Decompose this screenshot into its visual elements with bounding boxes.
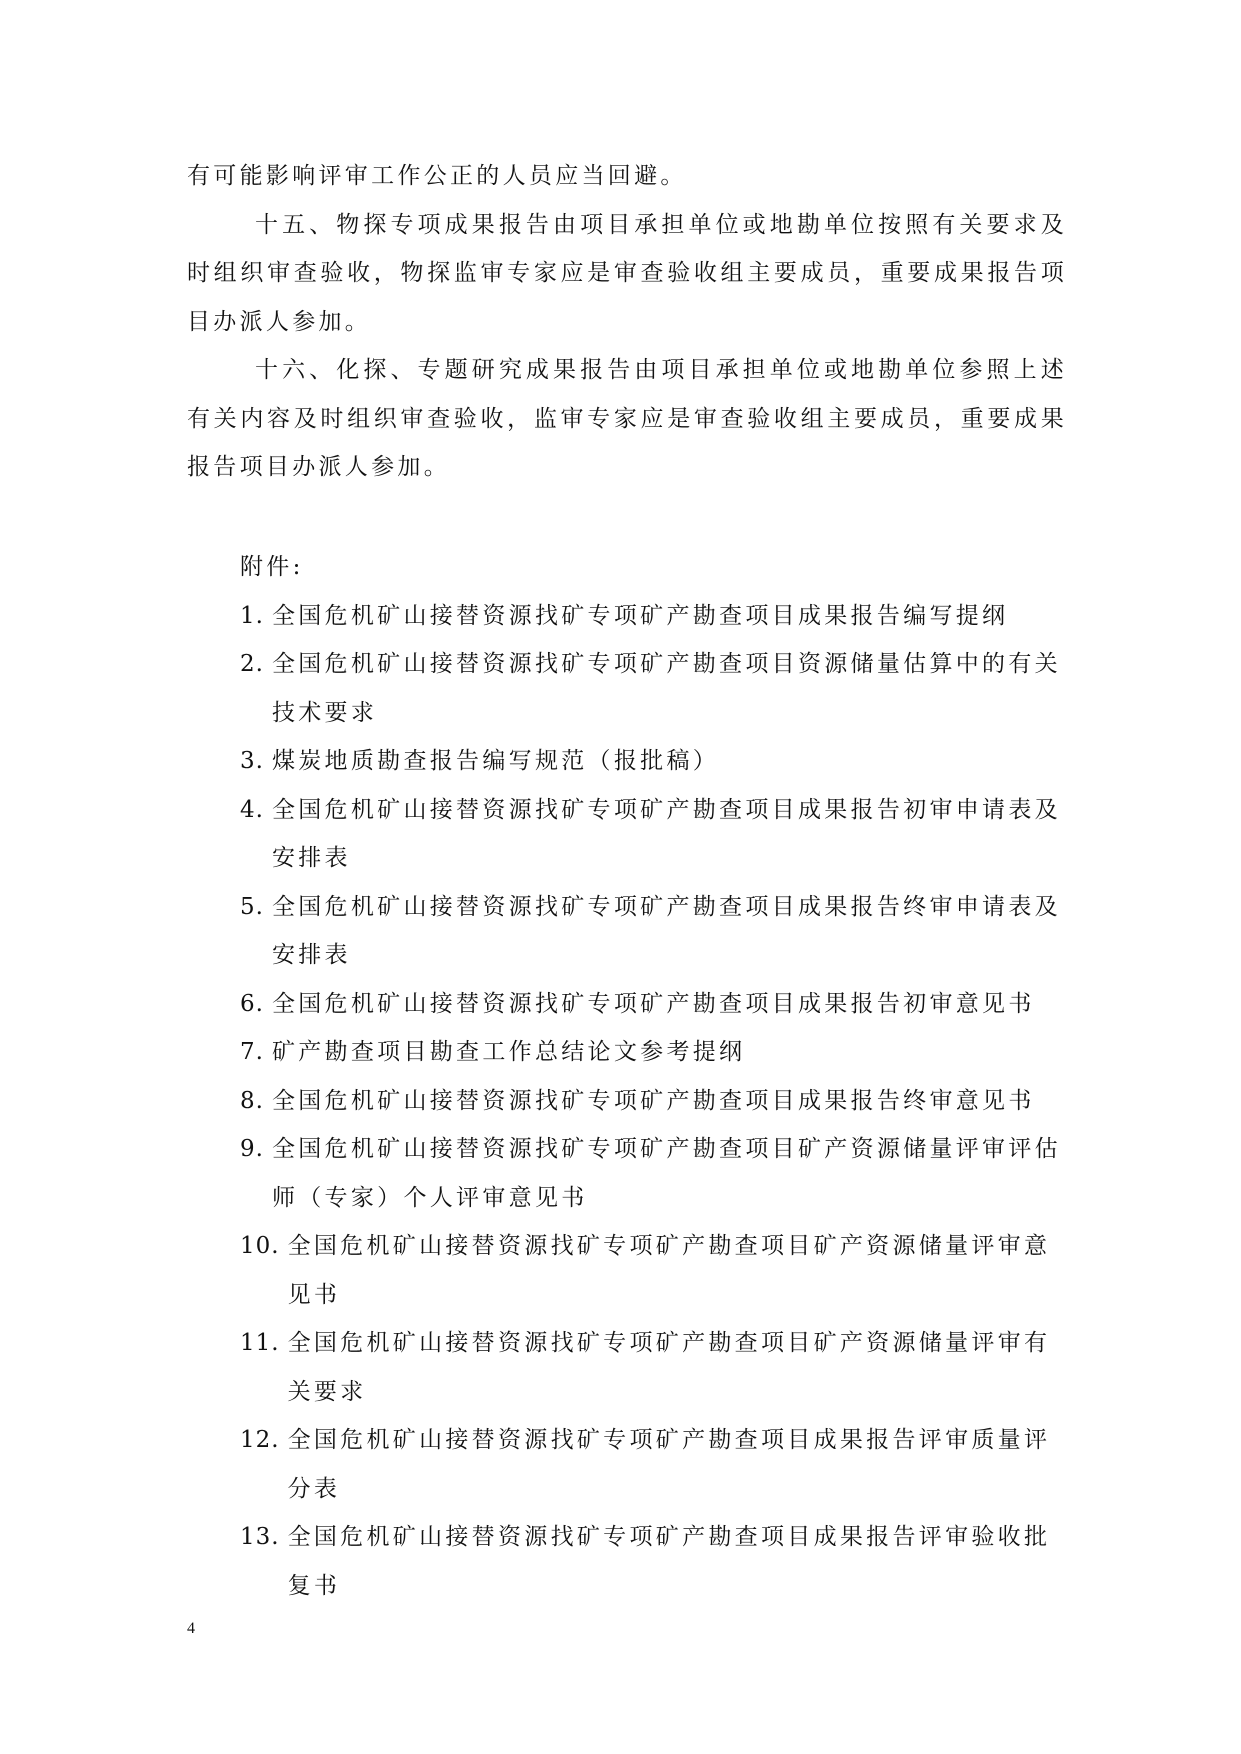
- attachment-item: [240, 980, 1070, 1029]
- attachment-item: [240, 1513, 1070, 1610]
- attachment-number: 13.: [240, 1524, 280, 1550]
- attachment-text: 全国危机矿山接替资源找矿专项矿产勘查项目成果报告终审意见书: [271, 1087, 1035, 1114]
- attachment-number: 2.: [240, 651, 264, 677]
- attachment-number: 3.: [240, 748, 264, 774]
- attachment-text: 矿产勘查项目勘查工作总结论文参考提纲: [271, 1039, 746, 1065]
- attachment-item: [240, 1222, 1070, 1319]
- attachment-number: 12.: [240, 1427, 280, 1453]
- paragraph-continuation: 有可能影响评审工作公正的人员应当回避。: [187, 163, 687, 189]
- attachment-number: 7.: [240, 1039, 264, 1065]
- paragraph-item-16: 十六、化探、专题研究成果报告由项目承担单位或地勘单位参照上述有关内容及时组织审查验收，监审专家应是审查验收组主要成员，重要成果报告项目办派人参加。: [187, 357, 1067, 480]
- attachment-number: 11.: [240, 1330, 280, 1356]
- attachment-item: [240, 592, 1070, 641]
- attachments-list: [240, 592, 1070, 1611]
- attachment-text: 全国危机矿山接替资源找矿专项矿产勘查项目成果报告编写提纲: [271, 602, 1009, 629]
- attachment-number: 9.: [240, 1136, 264, 1162]
- attachment-number: 10.: [240, 1233, 280, 1259]
- attachment-item: [240, 883, 1070, 980]
- attachment-number: 1.: [240, 602, 264, 629]
- attachment-text: 全国危机矿山接替资源找矿专项矿产勘查项目成果报告评审验收批复书: [287, 1524, 1051, 1599]
- attachment-text: 全国危机矿山接替资源找矿专项矿产勘查项目成果报告终审申请表及安排表: [271, 893, 1061, 968]
- attachment-text: 全国危机矿山接替资源找矿专项矿产勘查项目矿产资源储量评审有关要求: [287, 1330, 1051, 1405]
- attachment-item: [240, 1416, 1070, 1513]
- attachment-item: [240, 640, 1070, 737]
- attachment-item: [240, 737, 1070, 786]
- page-number: 4: [187, 1620, 195, 1637]
- attachment-text: 煤炭地质勘查报告编写规范（报批稿）: [271, 748, 720, 774]
- attachment-item: [240, 1077, 1070, 1126]
- attachment-text: 全国危机矿山接替资源找矿专项矿产勘查项目成果报告评审质量评分表: [287, 1427, 1051, 1502]
- attachment-number: 8.: [240, 1087, 264, 1114]
- attachment-number: 5.: [240, 893, 264, 920]
- paragraph-item-15: 十五、物探专项成果报告由项目承担单位或地勘单位按照有关要求及时组织审查验收，物探监审专家应是审查验收组主要成员，重要成果报告项目办派人参加。: [187, 211, 1067, 335]
- attachments-title: 附件:: [240, 554, 304, 580]
- attachment-text: 全国危机矿山接替资源找矿专项矿产勘查项目资源储量估算中的有关技术要求: [271, 651, 1061, 726]
- attachment-text: 全国危机矿山接替资源找矿专项矿产勘查项目矿产资源储量评审意见书: [287, 1233, 1051, 1308]
- body-text: [187, 152, 1067, 492]
- attachment-item: [240, 1125, 1070, 1222]
- attachments-section: [240, 543, 1070, 1610]
- attachment-item: [240, 786, 1070, 883]
- attachment-text: 全国危机矿山接替资源找矿专项矿产勘查项目矿产资源储量评审评估师（专家）个人评审意见书: [271, 1136, 1061, 1211]
- attachment-number: 6.: [240, 990, 264, 1017]
- attachment-item: [240, 1028, 1070, 1077]
- attachment-text: 全国危机矿山接替资源找矿专项矿产勘查项目成果报告初审意见书: [271, 990, 1035, 1017]
- attachment-item: [240, 1319, 1070, 1416]
- attachment-number: 4.: [240, 796, 264, 823]
- attachment-text: 全国危机矿山接替资源找矿专项矿产勘查项目成果报告初审申请表及安排表: [271, 796, 1061, 871]
